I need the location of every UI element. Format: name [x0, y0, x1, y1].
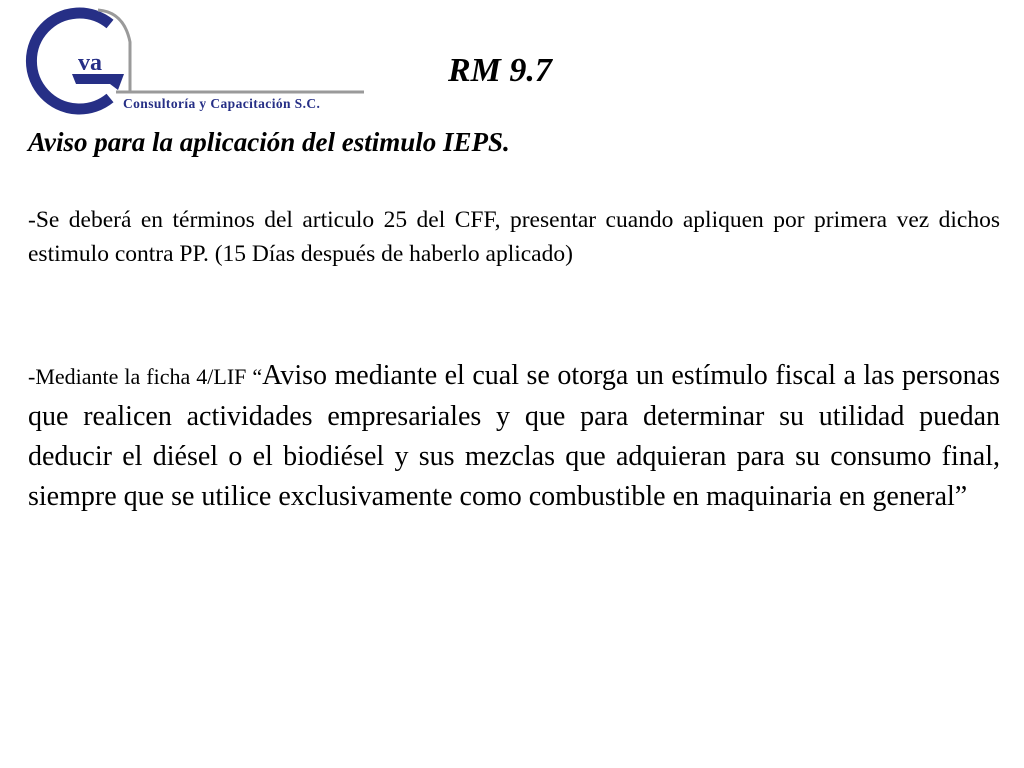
subtitle: Aviso para la aplicación del estimulo IEPS.: [28, 127, 510, 157]
paragraph-2-body: Aviso mediante el cual se otorga un estímulo fiscal a las personas que realicen actividades empresariales y que para determinar su utilidad puedan deducir el diésel o el biodiésel y sus mezclas que adquieran para su consumo final, siempre que se utilice exclusivamente como combustible en maquinaria en general”: [28, 360, 1000, 512]
paragraph-2-lead: -Mediante la ficha 4/LIF “: [28, 364, 263, 389]
logo-letters: va: [78, 50, 102, 76]
paragraph-1: -Se deberá en términos del articulo 25 del CFF, presentar cuando apliquen por primera vez dichos estimulo contra PP. (15 Días después de haberlo aplicado): [28, 207, 1000, 267]
slide-title: RM 9.7: [448, 52, 552, 89]
paragraph-2: [28, 356, 1000, 517]
logo-caption: Consultoría y Capacitación S.C.: [123, 96, 321, 111]
